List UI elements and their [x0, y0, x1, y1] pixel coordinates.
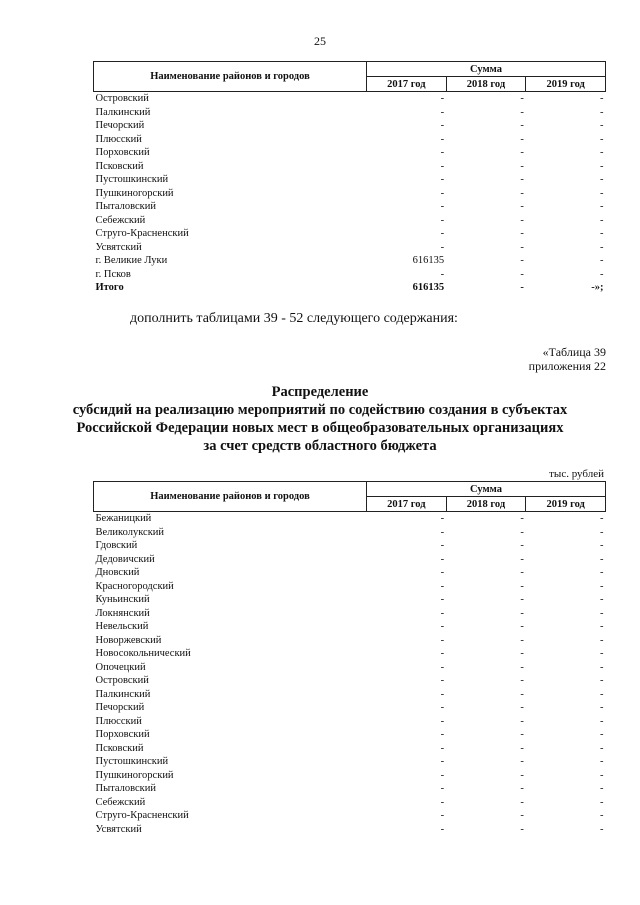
value-2017: -: [440, 160, 445, 172]
value-2017: -: [440, 93, 445, 104]
amendment-paragraph: дополнить таблицами 39 - 52 следующего содержания:: [130, 311, 458, 326]
value-2017: 616135: [412, 255, 445, 266]
value-2019: -»;: [591, 282, 604, 293]
value-2019: -: [600, 756, 604, 767]
header-name: Наименование районов и городов: [94, 62, 367, 92]
value-2018: -: [520, 201, 524, 212]
value-2018: -: [520, 783, 524, 794]
value-2019: -: [600, 241, 604, 253]
value-2017: -: [440, 648, 445, 659]
value-2019: -: [600, 634, 604, 646]
table-row: [94, 106, 606, 120]
value-2019: -: [600, 661, 604, 673]
district-name: Палкинский: [95, 688, 151, 700]
value-2018: -: [520, 594, 524, 605]
value-2018: -: [520, 729, 524, 740]
table-row: [94, 607, 606, 621]
value-2018: -: [520, 715, 524, 727]
value-2018: -: [520, 241, 524, 253]
value-2019: -: [600, 688, 604, 700]
value-2018: -: [520, 513, 524, 524]
value-2019: -: [600, 160, 604, 172]
value-2017: -: [440, 823, 445, 835]
value-2019: -: [600, 133, 604, 145]
value-2019: -: [600, 120, 604, 131]
table-row: [94, 200, 606, 214]
table-row: [94, 566, 606, 580]
value-2017: -: [440, 621, 445, 632]
value-2017: -: [440, 174, 445, 185]
table-row: [94, 620, 606, 634]
header-sum: Сумма: [367, 62, 606, 77]
value-2019: -: [600, 228, 604, 239]
value-2018: -: [520, 702, 524, 713]
value-2017: -: [440, 769, 445, 781]
value-2018: -: [520, 634, 524, 646]
district-name: Великолукский: [95, 526, 165, 538]
value-2019: -: [600, 648, 604, 659]
value-2018: -: [520, 810, 524, 821]
district-name: Гдовский: [95, 540, 138, 551]
table-body: [94, 512, 606, 837]
district-name: Дедовичский: [95, 553, 155, 565]
value-2019: -: [600, 715, 604, 727]
table-row: [94, 553, 606, 567]
district-name: Печорский: [95, 120, 145, 131]
table-row: [94, 728, 606, 742]
district-name: Порховский: [95, 729, 150, 740]
title-line-2: субсидий на реализацию мероприятий по содействию создания в субъектах: [72, 402, 568, 418]
table-row: [94, 634, 606, 648]
value-2017: -: [440, 783, 445, 794]
value-2017: -: [440, 729, 445, 740]
value-2017: -: [440, 796, 445, 808]
value-2018: -: [520, 688, 524, 700]
value-2017: -: [440, 120, 445, 131]
value-2017: -: [440, 214, 445, 226]
district-name: г. Псков: [95, 268, 131, 280]
value-2019: -: [600, 769, 604, 781]
value-2019: -: [600, 810, 604, 821]
value-2018: -: [520, 526, 524, 538]
value-2018: -: [520, 769, 524, 781]
district-name: Струго-Красненский: [95, 810, 189, 821]
value-2017: -: [440, 810, 445, 821]
value-2018: -: [520, 675, 524, 686]
district-name: Итого: [95, 282, 124, 293]
value-2018: -: [520, 621, 524, 632]
value-2017: -: [440, 187, 445, 199]
value-2017: -: [440, 553, 445, 565]
page-number: 25: [314, 34, 326, 48]
value-2019: -: [600, 742, 604, 754]
header-year-2019: 2019 год: [526, 497, 606, 512]
table-row: [94, 526, 606, 540]
table-row: [94, 241, 606, 255]
value-2019: -: [600, 594, 604, 605]
value-2018: -: [520, 540, 524, 551]
value-2018: -: [520, 580, 524, 592]
table-row: [94, 160, 606, 174]
title-line-4: за счет средств областного бюджета: [203, 438, 437, 454]
value-2018: -: [520, 160, 524, 172]
district-name: Островский: [95, 93, 149, 104]
table-row: [94, 742, 606, 756]
district-name: Куньинский: [95, 594, 150, 605]
value-2019: -: [600, 513, 604, 524]
header-year-2017: 2017 год: [367, 77, 447, 92]
district-name: Островский: [95, 675, 149, 686]
value-2019: -: [600, 147, 604, 158]
header-year-2018: 2018 год: [446, 77, 526, 92]
value-2017: -: [440, 540, 445, 551]
district-name: Пыталовский: [95, 783, 156, 794]
value-2019: -: [600, 201, 604, 212]
value-2019: -: [600, 214, 604, 226]
value-2018: -: [520, 756, 524, 767]
table-row: [94, 755, 606, 769]
value-2018: -: [520, 120, 524, 131]
header-year-2017: 2017 год: [367, 497, 447, 512]
value-2018: -: [520, 742, 524, 754]
header-year-2019: 2019 год: [526, 77, 606, 92]
value-2017: -: [440, 756, 445, 767]
value-2017: -: [440, 715, 445, 727]
district-name: Пустошкинский: [95, 174, 169, 185]
value-2018: -: [520, 661, 524, 673]
district-name: Себежский: [95, 214, 146, 226]
value-2017: -: [440, 567, 445, 578]
value-2017: -: [440, 241, 445, 253]
table-row: [94, 823, 606, 837]
value-2019: -: [600, 106, 604, 118]
district-name: Локнянский: [95, 607, 150, 619]
table-total-row: [94, 281, 606, 295]
value-2018: -: [520, 268, 524, 280]
value-2019: -: [600, 255, 604, 266]
table-caption-number: «Таблица 39: [542, 345, 606, 359]
district-name: Усвятский: [95, 241, 142, 253]
value-2017: -: [440, 526, 445, 538]
value-2018: -: [520, 796, 524, 808]
table-row: [94, 715, 606, 729]
value-2018: -: [520, 282, 524, 293]
value-2018: -: [520, 106, 524, 118]
value-2017: -: [440, 688, 445, 700]
table-row: [94, 674, 606, 688]
table-caption-appendix: приложения 22: [528, 359, 606, 373]
value-2019: -: [600, 823, 604, 835]
value-2018: -: [520, 187, 524, 199]
districts-table-2: [93, 481, 606, 836]
district-name: Новосокольнический: [95, 648, 191, 659]
table-row: [94, 92, 606, 106]
value-2017: -: [440, 661, 445, 673]
value-2017: -: [440, 702, 445, 713]
value-2018: -: [520, 174, 524, 185]
table-row: [94, 647, 606, 661]
value-2018: -: [520, 648, 524, 659]
district-name: Палкинский: [95, 106, 151, 118]
value-2018: -: [520, 133, 524, 145]
value-2018: -: [520, 553, 524, 565]
table-row: [94, 539, 606, 553]
value-2017: -: [440, 634, 445, 646]
value-2017: -: [440, 675, 445, 686]
table-row: [94, 173, 606, 187]
value-2019: -: [600, 93, 604, 104]
district-name: Пушкиногорский: [95, 769, 174, 781]
header-year-2018: 2018 год: [446, 497, 526, 512]
table-row: [94, 268, 606, 282]
table-row: [94, 782, 606, 796]
table-row: [94, 688, 606, 702]
table-row: [94, 809, 606, 823]
title-line-1: Распределение: [271, 384, 369, 400]
value-2018: -: [520, 93, 524, 104]
district-name: Невельский: [95, 621, 149, 632]
value-2017: -: [440, 106, 445, 118]
value-2019: -: [600, 783, 604, 794]
value-2019: -: [600, 607, 604, 619]
value-2018: -: [520, 255, 524, 266]
table-row: [94, 796, 606, 810]
value-2019: -: [600, 174, 604, 185]
value-2017: -: [440, 228, 445, 239]
header-name: Наименование районов и городов: [94, 482, 367, 512]
districts-table-1: [93, 61, 606, 295]
district-name: Пустошкинский: [95, 756, 169, 767]
value-2017: 616135: [412, 282, 445, 293]
value-2018: -: [520, 228, 524, 239]
value-2018: -: [520, 823, 524, 835]
value-2019: -: [600, 796, 604, 808]
table-row: [94, 580, 606, 594]
value-2019: -: [600, 567, 604, 578]
value-2017: -: [440, 201, 445, 212]
table-body: [94, 92, 606, 295]
district-name: Усвятский: [95, 823, 142, 835]
value-2017: -: [440, 594, 445, 605]
table-row: [94, 227, 606, 241]
value-2018: -: [520, 607, 524, 619]
district-name: Опочецкий: [95, 661, 146, 673]
table-row: [94, 187, 606, 201]
value-2017: -: [440, 607, 445, 619]
value-2019: -: [600, 580, 604, 592]
district-name: Струго-Красненский: [95, 228, 189, 239]
district-name: Дновский: [95, 567, 140, 578]
district-name: Новоржевский: [95, 634, 162, 646]
district-name: Красногородский: [95, 580, 174, 592]
district-name: Пушкиногорский: [95, 187, 174, 199]
table-row: [94, 661, 606, 675]
district-name: Псковский: [95, 742, 144, 754]
table-row: [94, 769, 606, 783]
table-row: [94, 133, 606, 147]
value-2019: -: [600, 268, 604, 280]
value-2017: -: [440, 147, 445, 158]
district-name: Порховский: [95, 147, 150, 158]
value-2017: -: [440, 580, 445, 592]
value-2019: -: [600, 540, 604, 551]
value-2019: -: [600, 702, 604, 713]
district-name: Себежский: [95, 796, 146, 808]
table-row: [94, 146, 606, 160]
units-label: тыс. рублей: [549, 468, 604, 480]
value-2018: -: [520, 214, 524, 226]
value-2017: -: [440, 133, 445, 145]
table-row: [94, 214, 606, 228]
table-row: [94, 593, 606, 607]
header-sum: Сумма: [367, 482, 606, 497]
value-2018: -: [520, 147, 524, 158]
district-name: Печорский: [95, 702, 145, 713]
district-name: г. Великие Луки: [95, 255, 168, 266]
table-row: [94, 119, 606, 133]
value-2017: -: [440, 742, 445, 754]
value-2019: -: [600, 526, 604, 538]
value-2019: -: [600, 729, 604, 740]
value-2019: -: [600, 621, 604, 632]
value-2017: -: [440, 268, 445, 280]
district-name: Псковский: [95, 160, 144, 172]
value-2018: -: [520, 567, 524, 578]
table-row: [94, 254, 606, 268]
value-2019: -: [600, 187, 604, 199]
title-line-3: Российской Федерации новых мест в общеобразовательных организациях: [76, 420, 564, 436]
district-name: Плюсский: [95, 133, 142, 145]
table-row: [94, 512, 606, 526]
district-name: Бежаницкий: [95, 513, 152, 524]
table-row: [94, 701, 606, 715]
value-2019: -: [600, 553, 604, 565]
value-2017: -: [440, 513, 445, 524]
district-name: Пыталовский: [95, 201, 156, 212]
district-name: Плюсский: [95, 715, 142, 727]
value-2019: -: [600, 675, 604, 686]
